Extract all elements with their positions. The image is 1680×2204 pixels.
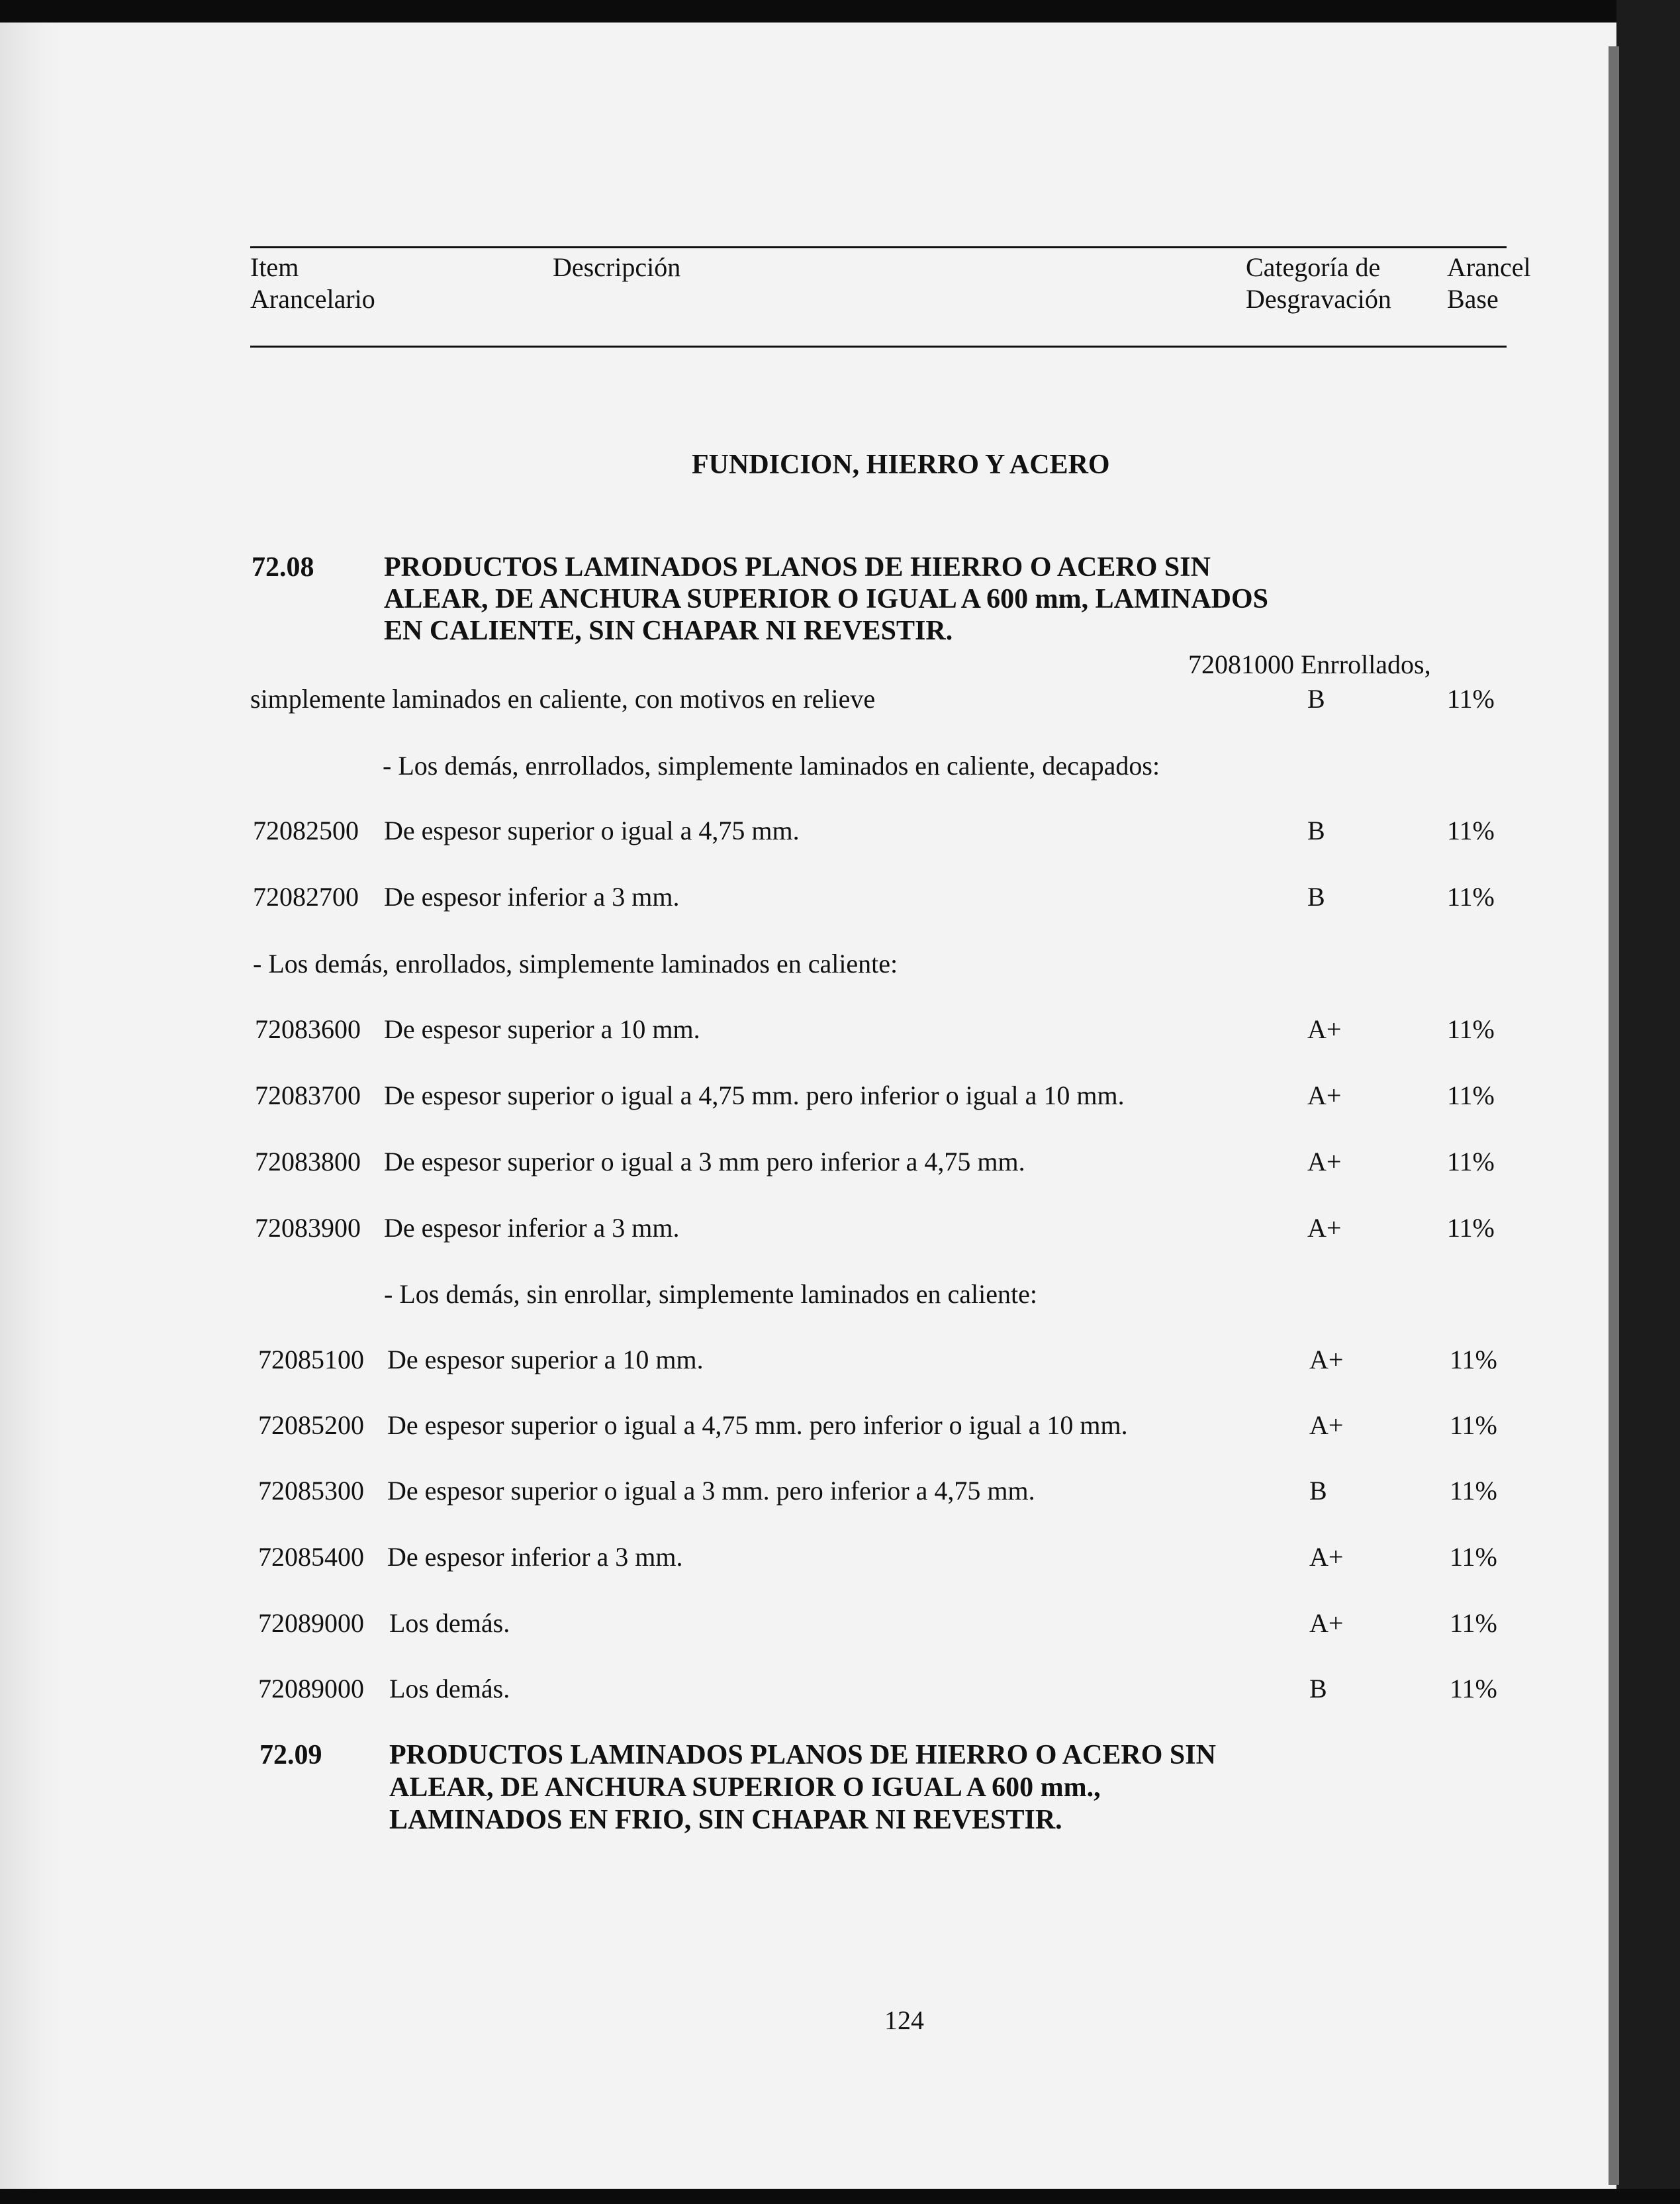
header-item-label-2: Arancelario xyxy=(250,284,375,314)
page-number: 124 xyxy=(884,2005,924,2035)
row-category: A+ xyxy=(1309,1345,1344,1374)
header-base-label-2: Base xyxy=(1447,284,1499,314)
first-item-category: B xyxy=(1307,684,1325,714)
row-base: 11% xyxy=(1450,1542,1497,1572)
subheading: - Los demás, enrrollados, simplemente laminados en caliente, decapados: xyxy=(383,751,1160,781)
row-base: 11% xyxy=(1450,1345,1497,1374)
heading-7208-line2: ALEAR, DE ANCHURA SUPERIOR O IGUAL A 600 mm, LAMINADOS xyxy=(384,584,1268,614)
row-code: 72083700 xyxy=(255,1080,361,1110)
header-top-rule xyxy=(250,246,1507,248)
scan-right-border xyxy=(1616,0,1680,2204)
heading-code-7208: 72.08 xyxy=(252,552,314,583)
row-category: A+ xyxy=(1307,1147,1342,1176)
row-code: 72085300 xyxy=(258,1476,364,1506)
first-item-code: 72081000 Enrrollados, xyxy=(1188,649,1431,679)
row-category: A+ xyxy=(1309,1410,1344,1440)
row-description: De espesor superior o igual a 4,75 mm. pero inferior o igual a 10 mm. xyxy=(387,1410,1128,1440)
row-category: A+ xyxy=(1307,1080,1342,1110)
subheading: - Los demás, sin enrollar, simplemente laminados en caliente: xyxy=(384,1279,1037,1309)
row-base: 11% xyxy=(1450,1410,1497,1440)
header-category-label-2: Desgravación xyxy=(1246,284,1391,314)
row-base: 11% xyxy=(1447,882,1495,912)
header-description-label: Descripción xyxy=(553,252,681,282)
header-category-label: Categoría de xyxy=(1246,252,1381,282)
row-category: B xyxy=(1309,1476,1327,1506)
scan-bottom-border xyxy=(0,2189,1680,2204)
row-description: De espesor superior o igual a 3 mm. pero inferior a 4,75 mm. xyxy=(387,1476,1035,1506)
row-description: De espesor inferior a 3 mm. xyxy=(384,1213,680,1243)
row-code: 72082700 xyxy=(253,882,359,912)
heading-7208-line3: EN CALIENTE, SIN CHAPAR NI REVESTIR. xyxy=(384,616,953,646)
first-item-description: simplemente laminados en caliente, con motivos en relieve xyxy=(250,684,876,714)
row-base: 11% xyxy=(1450,1476,1497,1506)
row-description: De espesor inferior a 3 mm. xyxy=(387,1542,683,1572)
row-category: A+ xyxy=(1307,1014,1342,1044)
row-code: 72083900 xyxy=(255,1213,361,1243)
row-code: 72083800 xyxy=(255,1147,361,1176)
row-code: 72085100 xyxy=(258,1345,364,1374)
row-category: B xyxy=(1307,882,1325,912)
row-base: 11% xyxy=(1447,1014,1495,1044)
row-category: A+ xyxy=(1309,1542,1344,1572)
row-description: De espesor superior o igual a 4,75 mm. pero inferior o igual a 10 mm. xyxy=(384,1080,1125,1110)
heading-7209-line3: LAMINADOS EN FRIO, SIN CHAPAR NI REVESTIR. xyxy=(389,1805,1062,1835)
row-description: De espesor inferior a 3 mm. xyxy=(384,882,680,912)
row-base: 11% xyxy=(1447,816,1495,845)
heading-7209-line1: PRODUCTOS LAMINADOS PLANOS DE HIERRO O ACERO SIN xyxy=(389,1740,1216,1770)
row-category: B xyxy=(1307,816,1325,845)
row-description: Los demás. xyxy=(389,1674,510,1703)
row-category: A+ xyxy=(1307,1213,1342,1243)
row-base: 11% xyxy=(1447,1080,1495,1110)
row-code: 72085200 xyxy=(258,1410,364,1440)
row-base: 11% xyxy=(1447,1147,1495,1176)
row-code: 72085400 xyxy=(258,1542,364,1572)
row-description: De espesor superior a 10 mm. xyxy=(387,1345,704,1374)
section-title: FUNDICION, HIERRO Y ACERO xyxy=(692,450,1110,480)
row-base: 11% xyxy=(1450,1608,1497,1638)
row-category: B xyxy=(1309,1674,1327,1703)
row-base: 11% xyxy=(1447,1213,1495,1243)
header-item-label: Item xyxy=(250,252,299,282)
row-code: 72089000 xyxy=(258,1674,364,1703)
row-code: 72082500 xyxy=(253,816,359,845)
row-description: De espesor superior o igual a 3 mm pero inferior a 4,75 mm. xyxy=(384,1147,1025,1176)
row-code: 72083600 xyxy=(255,1014,361,1044)
scan-right-edge-shadow xyxy=(1609,46,1619,2185)
row-base: 11% xyxy=(1450,1674,1497,1703)
heading-7209-line2: ALEAR, DE ANCHURA SUPERIOR O IGUAL A 600 mm., xyxy=(389,1772,1101,1803)
header-base-label: Arancel xyxy=(1447,252,1531,282)
row-description: De espesor superior o igual a 4,75 mm. xyxy=(384,816,800,845)
subheading: - Los demás, enrollados, simplemente laminados en caliente: xyxy=(253,949,898,979)
row-code: 72089000 xyxy=(258,1608,364,1638)
row-category: A+ xyxy=(1309,1608,1344,1638)
header-bottom-rule xyxy=(250,346,1507,348)
row-description: De espesor superior a 10 mm. xyxy=(384,1014,700,1044)
heading-7208-line1: PRODUCTOS LAMINADOS PLANOS DE HIERRO O ACERO SIN xyxy=(384,552,1211,583)
heading-code-7209: 72.09 xyxy=(259,1740,322,1770)
row-description: Los demás. xyxy=(389,1608,510,1638)
first-item-base: 11% xyxy=(1447,684,1495,714)
